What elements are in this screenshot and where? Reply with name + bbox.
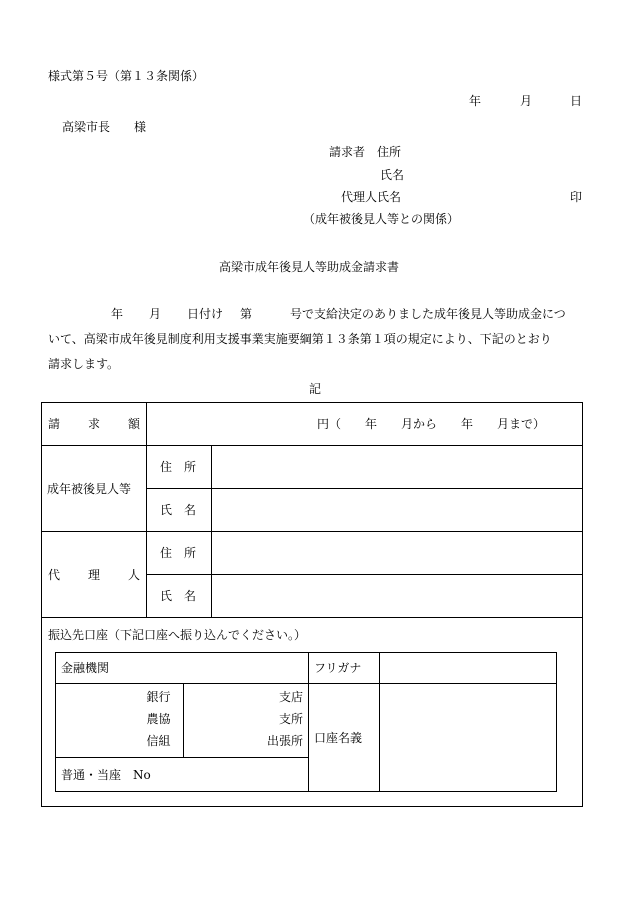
request-table <box>41 402 583 807</box>
ward-address-row <box>42 446 583 489</box>
bank-name-field[interactable] <box>56 684 142 758</box>
form-number: 様式第５号（第１３条関係） <box>48 69 205 83</box>
body-line2: いて、高梁市成年後見制度利用支援事業実施要綱第１３条第１項の規定により、下記のとおり <box>48 332 552 346</box>
ward-name-field[interactable] <box>212 489 583 532</box>
holder-field[interactable] <box>380 684 557 792</box>
ward-label: 成年被後見人等 <box>42 446 147 532</box>
amount-value[interactable]: 円（ 年 月から 年 月まで） <box>147 403 583 446</box>
agent-address-label: 住 所 <box>147 532 212 575</box>
agent-name-label: 代理人氏名 <box>341 190 402 204</box>
amount-row <box>42 403 583 446</box>
account-type-label[interactable]: 普通・当座 No <box>56 758 309 792</box>
agent-address-row <box>42 532 583 575</box>
document-title: 高梁市成年後見人等助成金請求書 <box>219 260 400 274</box>
body-month: 月 <box>149 307 162 321</box>
body-date: 日付け <box>187 307 224 321</box>
relation-label: （成年被後見人等との関係） <box>303 212 460 226</box>
ward-address-label: 住 所 <box>147 446 212 489</box>
requester-name-label: 氏名 <box>380 168 405 182</box>
seal-mark: 印 <box>570 190 583 204</box>
date-day: 日 <box>570 94 583 108</box>
account-title: 振込先口座（下記口座へ振り込んでください。） <box>48 628 307 642</box>
ward-name-label: 氏 名 <box>147 489 212 532</box>
account-row <box>42 618 583 807</box>
furigana-field[interactable] <box>380 653 557 684</box>
branch-types: 支店 支所 出張所 <box>252 684 309 758</box>
addressee: 高梁市長 様 <box>62 120 147 134</box>
holder-label: 口座名義 <box>309 684 380 792</box>
requester-address-label: 請求者 住所 <box>329 145 402 159</box>
body-number-prefix: 第 <box>240 307 253 321</box>
date-year: 年 <box>469 94 482 108</box>
agent-address-field[interactable] <box>212 532 583 575</box>
ward-address-field[interactable] <box>212 446 583 489</box>
ki-label: 記 <box>309 382 322 396</box>
body-line1-text: 号で支給決定のありました成年後見人等助成金につ <box>290 307 566 321</box>
amount-label: 請 求 額 <box>42 403 147 446</box>
body-year: 年 <box>111 307 124 321</box>
body-line3: 請求します。 <box>48 357 120 371</box>
agent-name-field[interactable] <box>212 575 583 618</box>
account-section <box>42 618 583 807</box>
branch-name-field[interactable] <box>184 684 252 758</box>
agent-name-label-cell: 氏 名 <box>147 575 212 618</box>
bank-table <box>55 652 557 792</box>
institution-label: 金融機関 <box>56 653 309 684</box>
agent-label: 代 理 人 <box>42 532 147 618</box>
date-month: 月 <box>520 94 533 108</box>
institution-types: 銀行 農協 信組 <box>142 684 184 758</box>
furigana-label: フリガナ <box>309 653 380 684</box>
